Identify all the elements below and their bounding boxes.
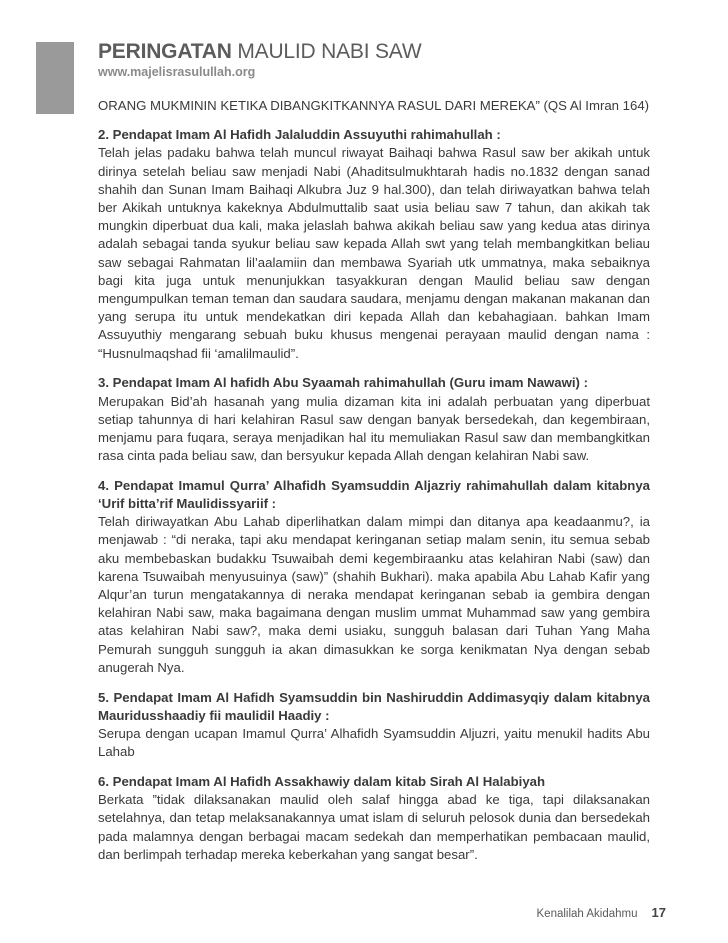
section-heading: 3. Pendapat Imam Al hafidh Abu Syaamah rahimahullah (Guru imam Nawawi) :: [98, 375, 588, 391]
section-heading: 2. Pendapat Imam Al Hafidh Jalaluddin Assuyuthi rahimahullah :: [98, 127, 501, 143]
section-body: Telah jelas padaku bahwa telah muncul riwayat Baihaqi bahwa Rasul saw ber akikah untuk dirinya setelah beliau saw menjadi Nabi (Ahaditsulmukhtarah hadis no.1832 dengan sanad shahih dan Sunan Imam Baihaqi Alkubra Juz 9 hal.300), dan telah diriwayatkan bahwa telah ber Akikah untuknya kakeknya Abdulmuttalib saat usia beliau saw 7 tahun, dan akikah tak mungkin diperbuat dua kali, maka jelaslah bahwa akikah beliau saw yang kedua atas dirinya adalah sebagai tanda syukur beliau saw kepada Allah swt yang telah membangkitkan beliau saw sebagai Rahmatan lil’aalamiin dan membawa Syariah utk ummatnya, maka sebaiknya bagi kita juga untuk menunjukkan tasyakkuran dengan Maulid beliau saw dengan mengumpulkan teman teman dan saudara saudara, menjamu dengan makanan makanan dan yang serupa itu untuk mendekatkan diri kepada Allah dan kebahagiaan. bahkan Imam Assuyuthiy mengarang sebuah buku khusus mengenai perayaan maulid dengan nama : “Husnulmaqshad fii ‘amalilmaulid”.: [98, 145, 650, 361]
section-body: Merupakan Bid’ah hasanah yang mulia dizaman kita ini adalah perbuatan yang diperbuat setiap tahunnya di hari kelahiran Rasul saw dengan banyak bersedekah, dan kegembiraan, menjamu para fuqara, seraya menjadikan hal itu memuliakan Rasul saw dan membangkitkan rasa cinta pada beliau saw, dan bersyukur kepada Allah dengan kelahiran Nabi saw.: [98, 393, 650, 464]
section-body: Telah diriwayatkan Abu Lahab diperlihatkan dalam mimpi dan ditanya apa keadaanmu?, ia menjawab : “di neraka, tapi aku mendapat keringanan setiap malam senin, itu semua sebab aku membebaskan budakku Tsuwaibah demi kegembiraanku atas kelahiran Nabi (saw) dan karena Tsuwaibah menyusuinya (saw)” (shahih Bukhari). maka apabila Abu Lahab Kafir yang Alqur’an turun mengatakannya di neraka mendapat keringanan sebab ia gembira dengan kelahiran Nabi saw, maka bagaimana dengan muslim ummat Muhammad saw yang gembira atas kelahiran Nabi saw?, maka demi usiaku, sungguh balasan dari Tuhan Yang Maha Pemurah sungguh sungguh ia akan dimasukkan ke sorga kenikmatan Nya dengan sebab anugerah Nya.: [98, 514, 650, 675]
section-heading: 4. Pendapat Imamul Qurra’ Alhafidh Syamsuddin Aljazriy rahimahullah dalam kitabnya ‘Urif bitta’rif Maulidissyariif :: [98, 477, 650, 512]
section-heading: 5. Pendapat Imam Al Hafidh Syamsuddin bin Nashiruddin Addimasyqiy dalam kitabnya Mauridusshaadiy fii maulidil Haadiy :: [98, 689, 650, 723]
page-footer: [537, 905, 666, 920]
page-title: [98, 40, 658, 64]
intro-paragraph: ORANG MUKMININ KETIKA DIBANGKITKANNYA RASUL DARI MEREKA” (QS Al Imran 164): [98, 98, 650, 113]
book-title: Kenalilah Akidahmu: [536, 908, 638, 920]
section-2: [98, 126, 650, 363]
article-body: [98, 97, 650, 875]
website-url: www.majelisrasulullah.org: [98, 65, 256, 79]
section-body: Serupa dengan ucapan Imamul Qurra’ Alhafidh Syamsuddin Aljuzri, yaitu menukil hadits Abu Lahab: [98, 726, 650, 760]
section-3: [98, 374, 650, 465]
page-header: [98, 40, 658, 79]
section-6: [98, 773, 650, 864]
title-bold: PERINGATAN: [98, 40, 232, 63]
side-accent-block: [36, 42, 74, 114]
page-number: 17: [651, 905, 666, 920]
title-rest: MAULID NABI SAW: [231, 40, 422, 63]
section-heading: 6. Pendapat Imam Al Hafidh Assakhawiy dalam kitab Sirah Al Halabiyah: [98, 773, 546, 789]
section-5: [98, 689, 650, 762]
section-body: Berkata ”tidak dilaksanakan maulid oleh salaf hingga abad ke tiga, tapi dilaksanakan setelahnya, dan tetap melaksanakannya umat islam di seluruh pelosok dunia dan bersedekah pada malamnya dengan berbagai macam sedekah dan memperhatikan pembacaan maulid, dan berlimpah terhadap mereka keberkahan yang sangat besar”.: [98, 792, 650, 862]
section-4: [98, 477, 650, 677]
